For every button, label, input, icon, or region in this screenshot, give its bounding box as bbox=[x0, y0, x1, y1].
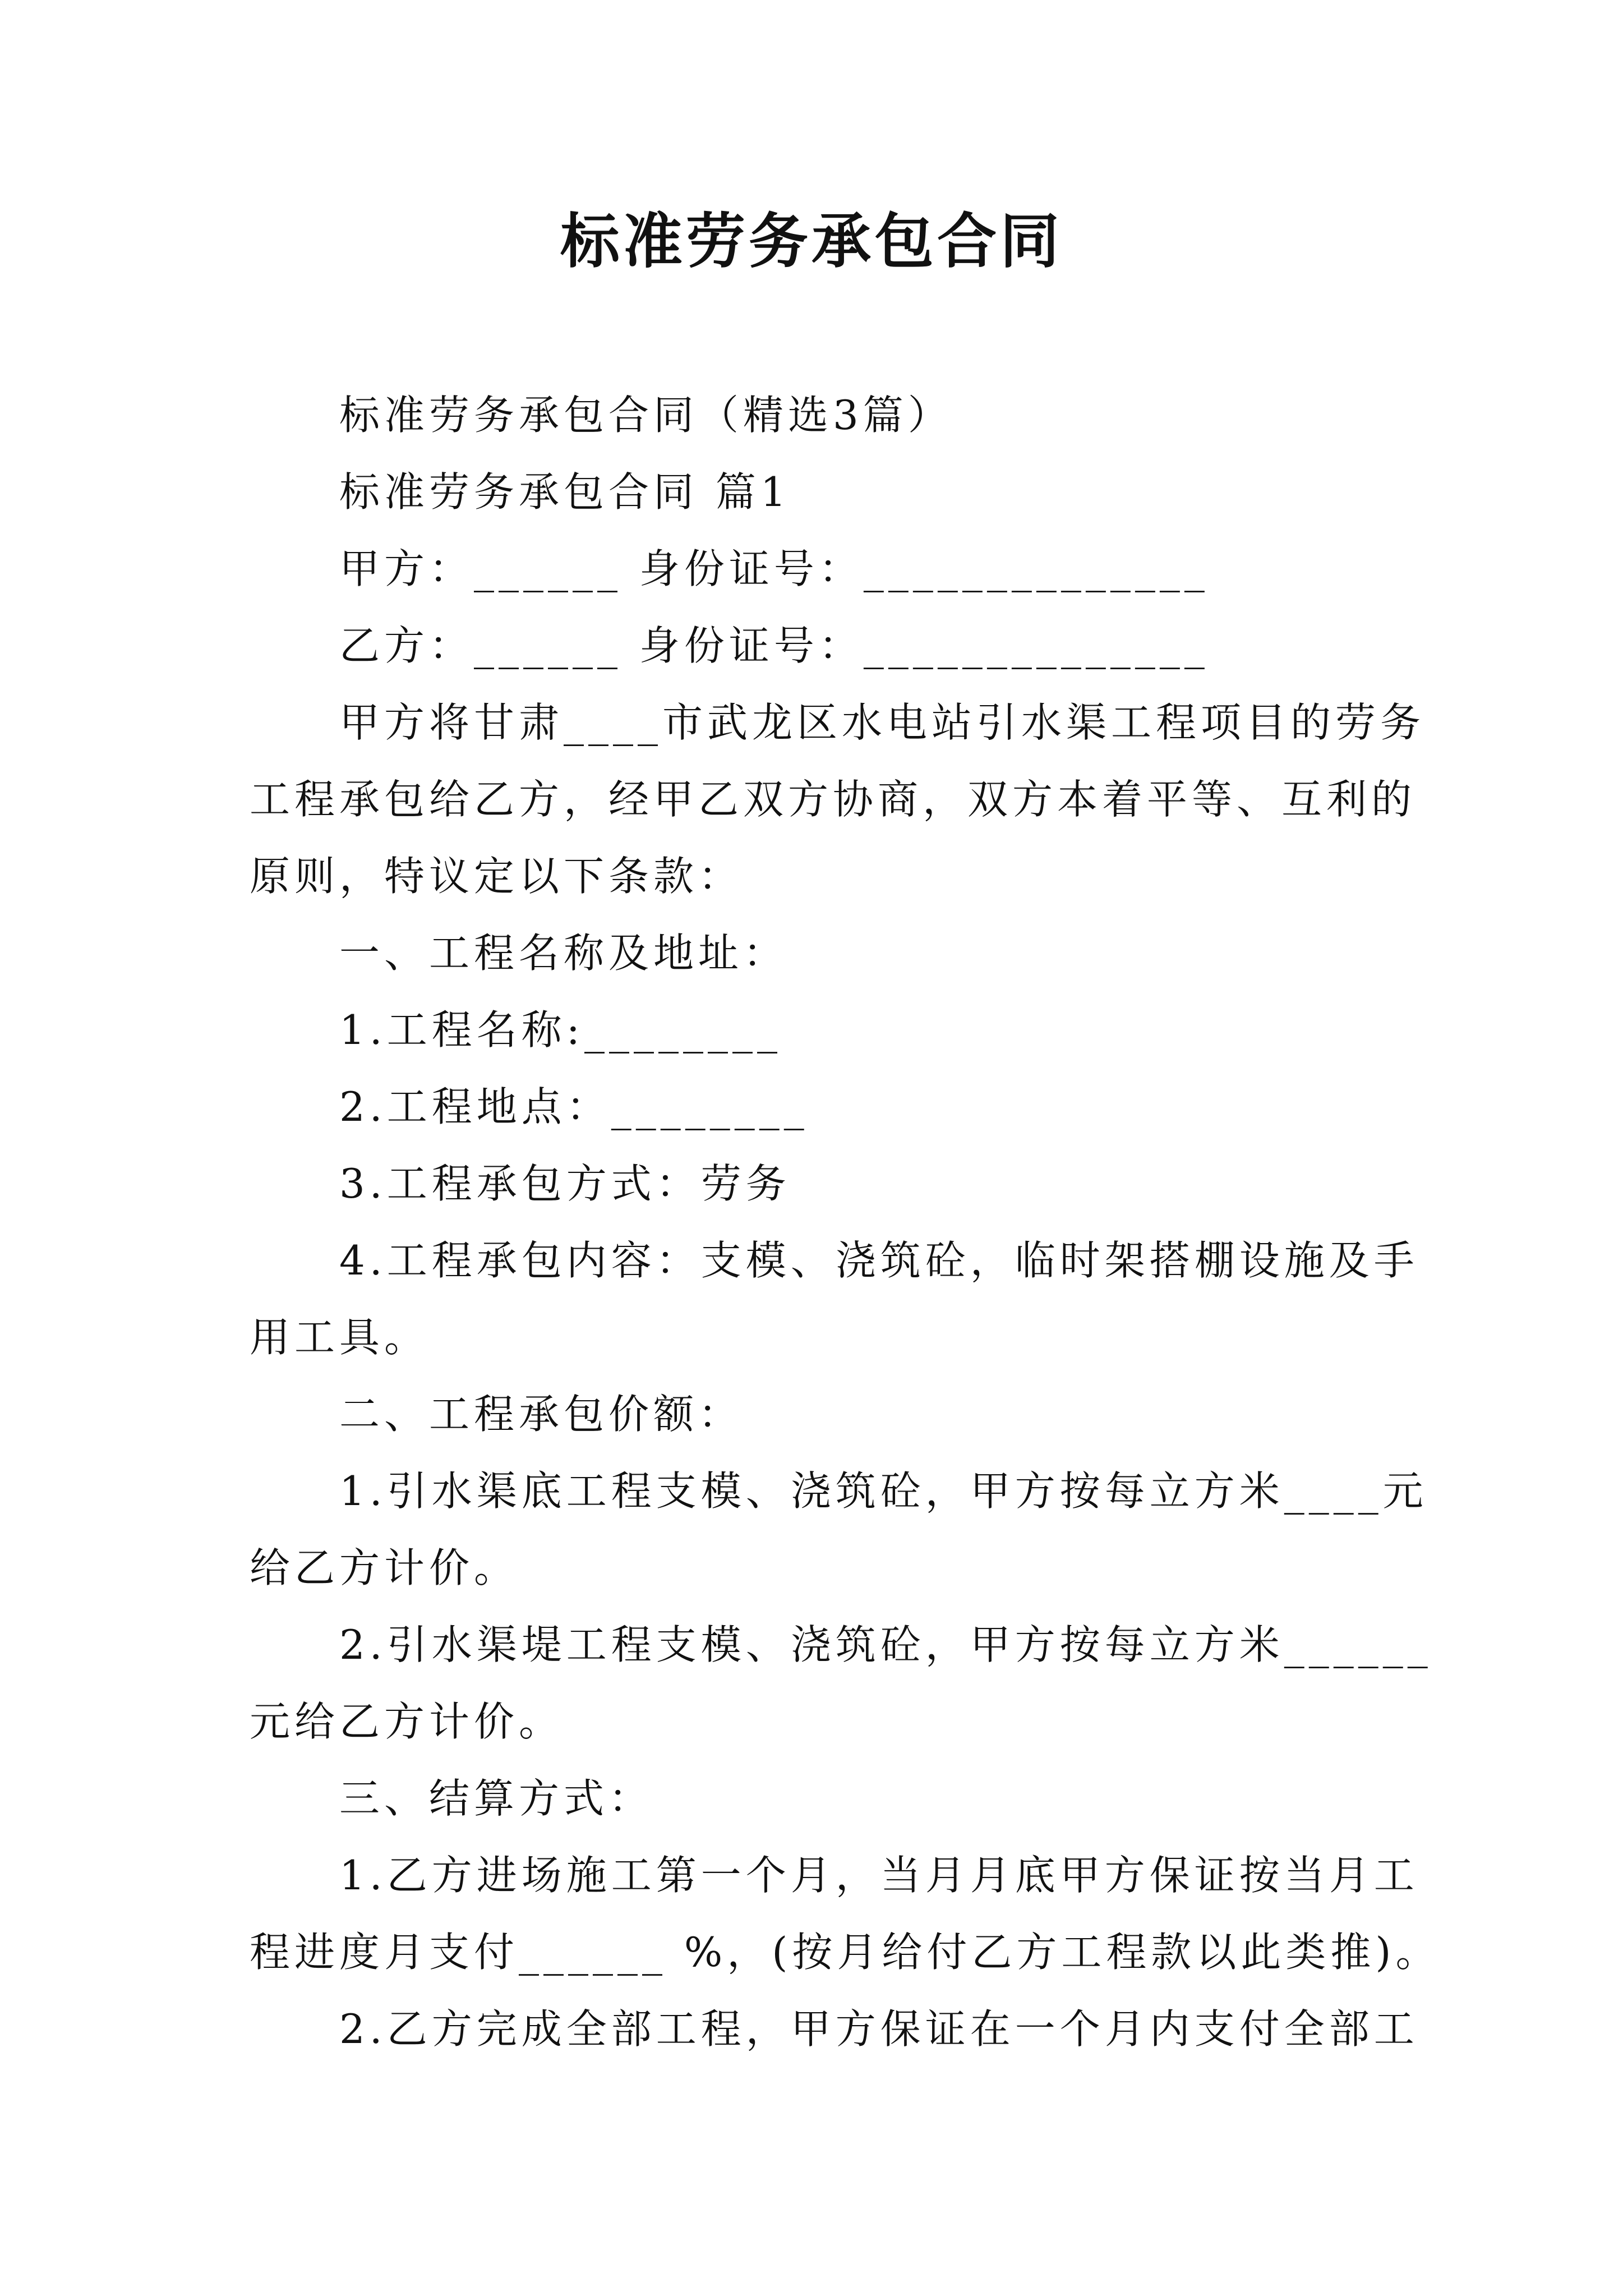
paragraph-line: 程进度月支付______ %，(按月给付乙方工程款以此类推)。 bbox=[250, 1929, 1441, 1976]
paragraph-line: 3.工程承包方式：劳务 bbox=[339, 1160, 791, 1207]
paragraph-line: 1.乙方进场施工第一个月，当月月底甲方保证按当月工 bbox=[339, 1852, 1419, 1899]
paragraph-line: 工程承包给乙方，经甲乙双方协商，双方本着平等、互利的 bbox=[250, 776, 1417, 823]
paragraph-line: 甲方：______ 身份证号：______________ bbox=[339, 545, 1209, 592]
paragraph-line: 2.乙方完成全部工程，甲方保证在一个月内支付全部工 bbox=[339, 2005, 1419, 2053]
paragraph-line: 2.引水渠堤工程支模、浇筑砼，甲方按每立方米______ bbox=[339, 1621, 1432, 1668]
document-title: 标准劳务承包合同 bbox=[560, 206, 1063, 276]
paragraph-line: 原则，特议定以下条款： bbox=[250, 853, 744, 900]
section-heading: 一、工程名称及地址： bbox=[339, 930, 789, 977]
section-heading: 三、结算方式： bbox=[339, 1775, 654, 1822]
paragraph-line: 标准劳务承包合同 篇1 bbox=[339, 468, 791, 516]
paragraph-line: 4.工程承包内容：支模、浇筑砼，临时架搭棚设施及手 bbox=[339, 1237, 1419, 1284]
paragraph-line: 乙方：______ 身份证号：______________ bbox=[339, 622, 1209, 669]
paragraph-line: 2.工程地点：________ bbox=[339, 1083, 809, 1130]
paragraph-line: 甲方将甘肃____市武龙区水电站引水渠工程项目的劳务 bbox=[339, 699, 1426, 746]
paragraph-line: 标准劳务承包合同（精选3篇） bbox=[339, 392, 953, 439]
paragraph-line: 1.引水渠底工程支模、浇筑砼，甲方按每立方米____元 bbox=[339, 1467, 1428, 1515]
paragraph-line: 1.工程名称:________ bbox=[339, 1006, 782, 1053]
section-heading: 二、工程承包价额： bbox=[339, 1391, 744, 1438]
paragraph-line: 用工具。 bbox=[250, 1314, 430, 1361]
paragraph-line: 给乙方计价。 bbox=[250, 1544, 519, 1591]
paragraph-line: 元给乙方计价。 bbox=[250, 1698, 564, 1745]
